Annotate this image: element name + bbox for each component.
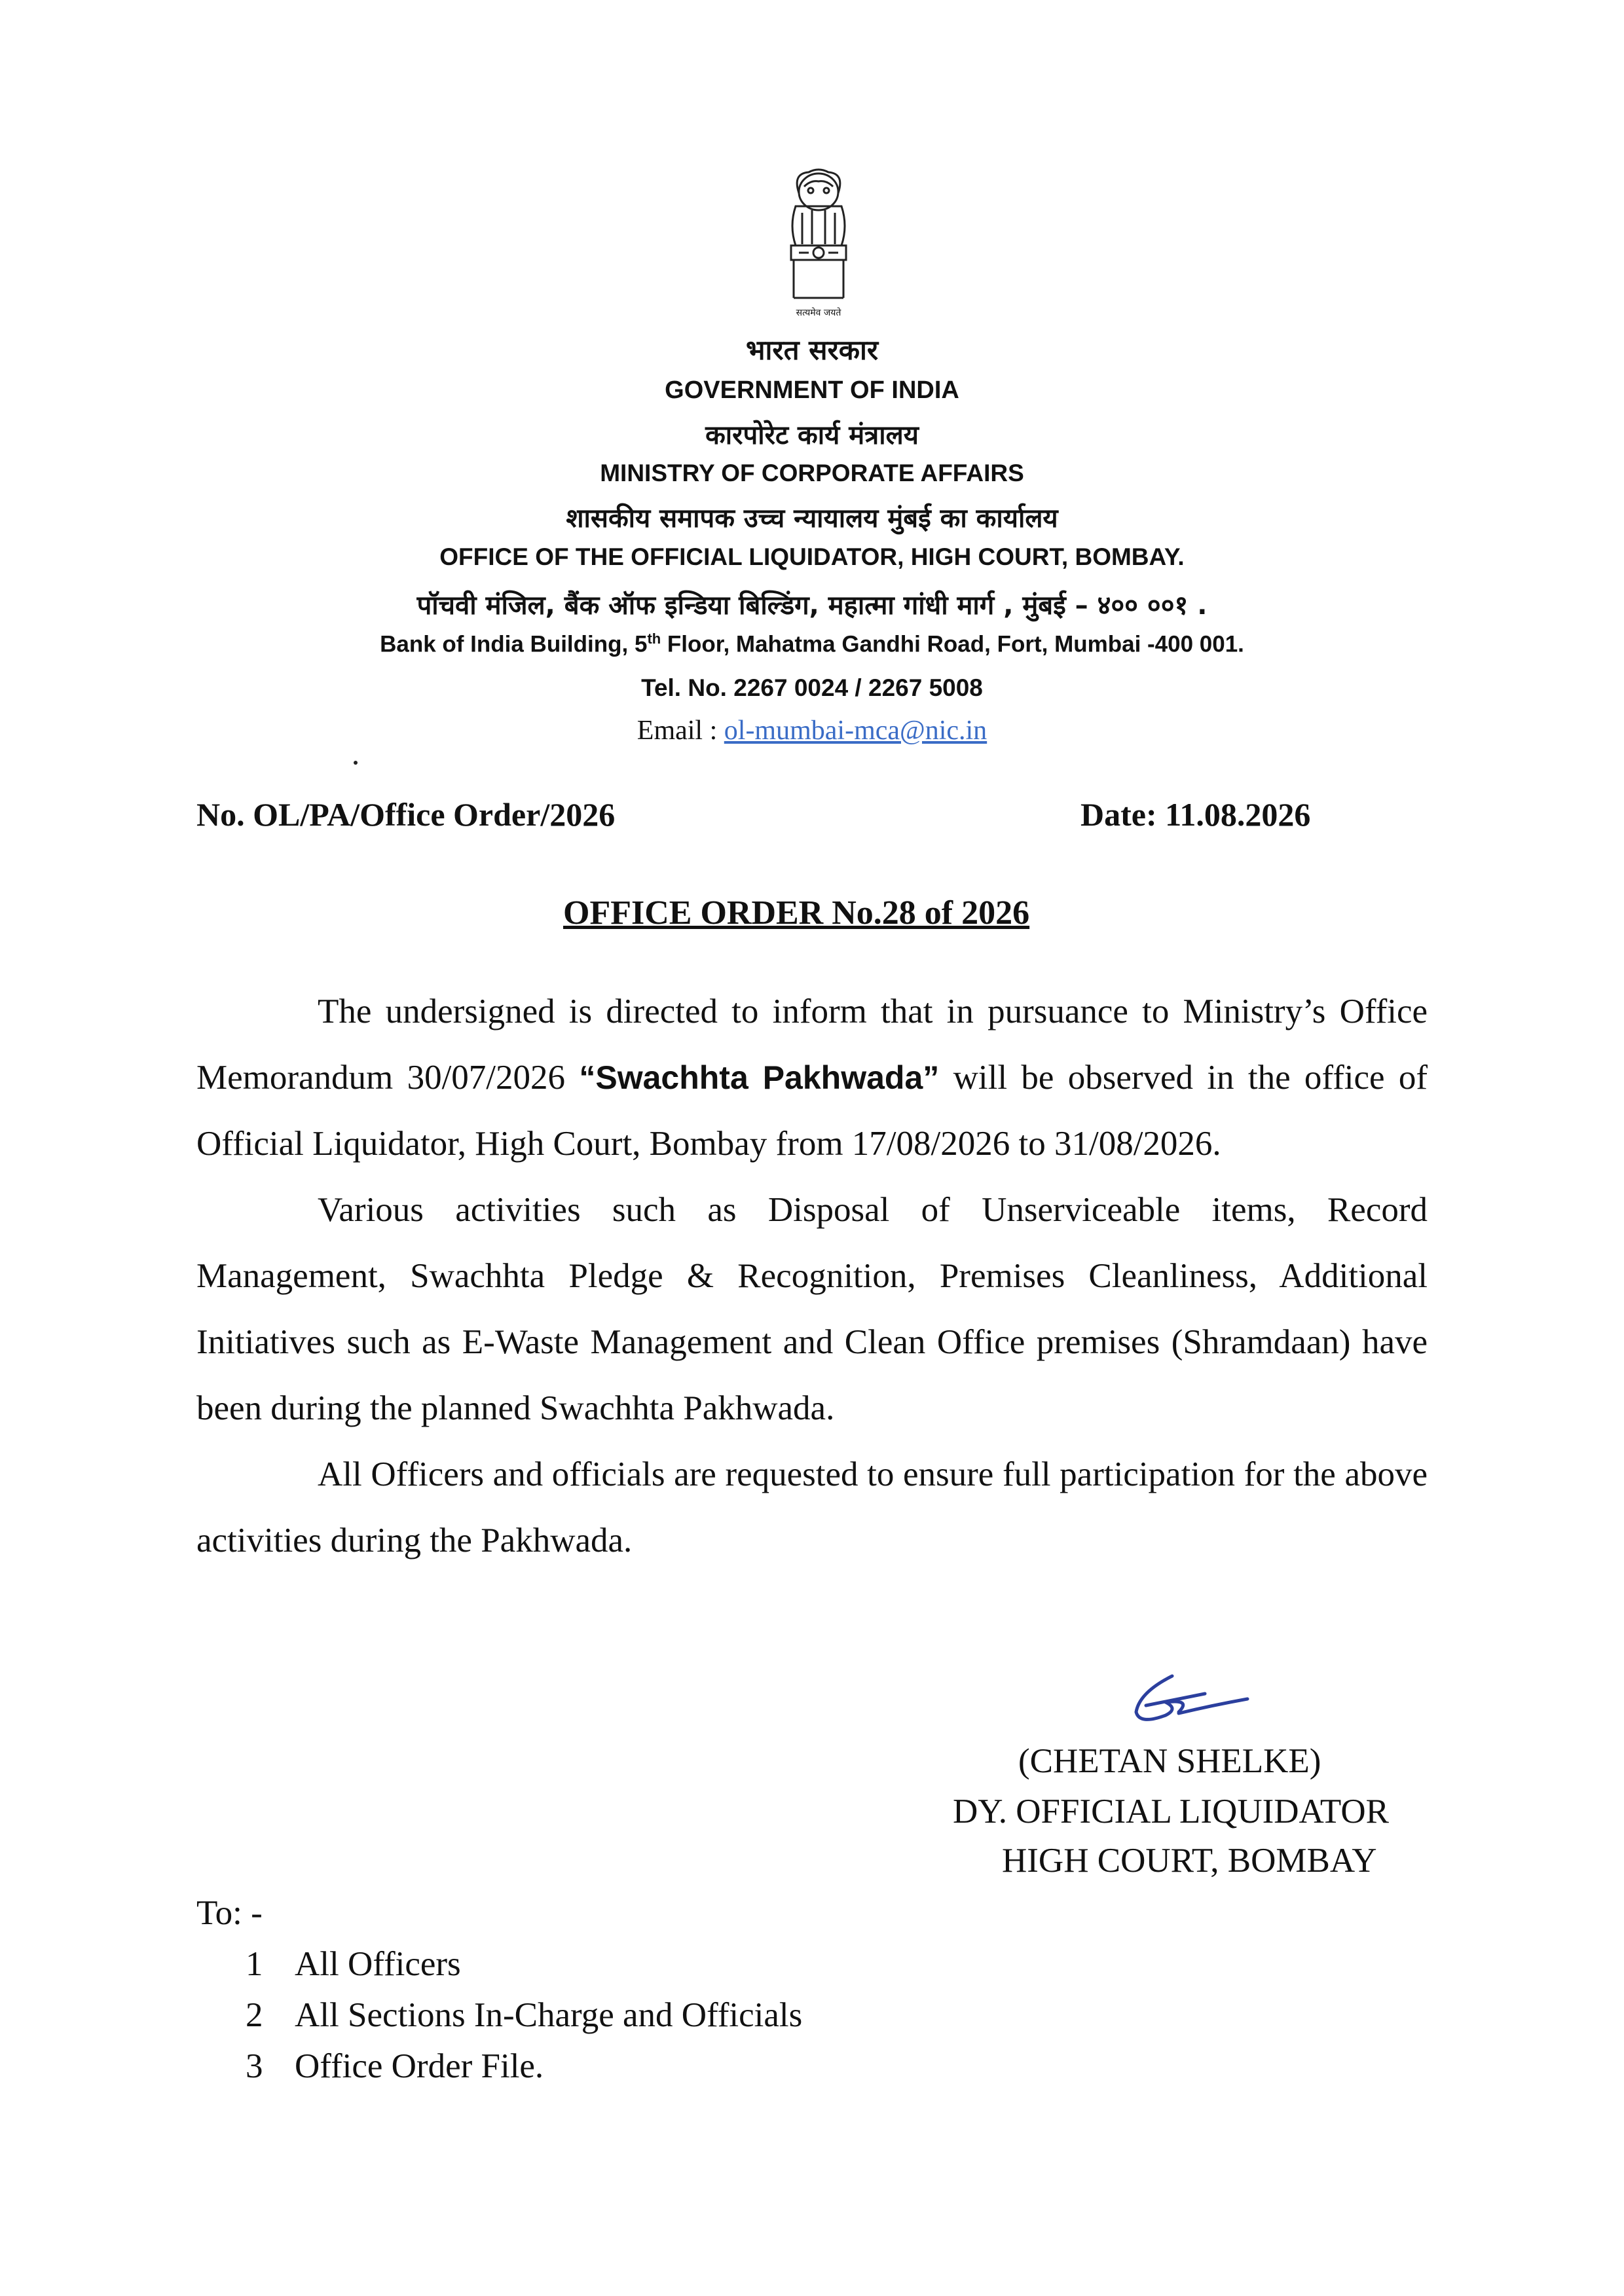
ministry-title: MINISTRY OF CORPORATE AFFAIRS [600,460,1024,486]
distribution-item: 3 Office Order File. [246,2047,544,2085]
hindi-office-title: शासकीय समापक उच्च न्यायालय मुंबई का कार्यालय [566,503,1058,534]
office-title: OFFICE OF THE OFFICIAL LIQUIDATOR, HIGH COURT, BOMBAY. [439,543,1185,570]
emblem-motto: सत्यमेव जयते [796,308,841,318]
signatory-court: HIGH COURT, BOMBAY [1002,1842,1377,1880]
email-link[interactable]: ol-mumbai-mca@nic.in [724,716,987,746]
order-date: Date: 11.08.2026 [1080,796,1311,833]
signature-mark [1126,1666,1257,1732]
paragraph-1: The undersigned is directed to inform that in pursuance to Ministry’s Office Memorandum 30/07/2026 “Swachhta Pakhwada” will be observed in the office of Official Liquidator, High Court, Bombay from 17/08/2026 to 31/08/2026. [196,993,1428,1163]
scan-speck [354,761,358,765]
distribution-item: 1 All Officers [246,1945,461,1983]
email-line [0,715,1624,746]
office-order-title: OFFICE ORDER No.28 of 2026 [563,894,1030,932]
distribution-item: 2 All Sections In-Charge and Officials [246,1996,803,2034]
order-body [196,979,1428,1574]
telephone: Tel. No. 2267 0024 / 2267 5008 [641,674,983,701]
national-emblem-icon [773,167,864,324]
office-address: Bank of India Building, 5th Floor, Mahatma Gandhi Road, Fort, Mumbai -400 001. [380,630,1244,657]
email-label: Email : [637,716,724,746]
paragraph-3: All Officers and officials are requested to ensure full participation for the above activities during the Pakhwada. [196,1455,1428,1559]
hindi-address: पॉचवी मंजिल, बैंक ऑफ इन्डिया बिल्डिंग, महात्मा गांधी मार्ग , मुंबई – ४०० ००१ . [416,591,1208,621]
signatory-name: (CHETAN SHELKE) [1018,1742,1321,1780]
signatory-designation: DY. OFFICIAL LIQUIDATOR [953,1793,1389,1831]
paragraph-2: Various activities such as Disposal of Unserviceable items, Record Management, Swachhta Pledge & Recognition, Premises Cleanliness, Additional Initiatives such as E-Waste Management and Clean Office premises (Shramdaan) have been during the planned Swachhta Pakhwada. [196,1191,1428,1427]
hindi-government-title: भारत सरकार [745,334,879,366]
hindi-ministry-title: कारपोरेट कार्य मंत्रालय [705,420,919,450]
distribution-label: To: - [196,1894,263,1932]
government-title: GOVERNMENT OF INDIA [665,376,959,404]
reference-number: No. OL/PA/Office Order/2026 [196,796,616,833]
